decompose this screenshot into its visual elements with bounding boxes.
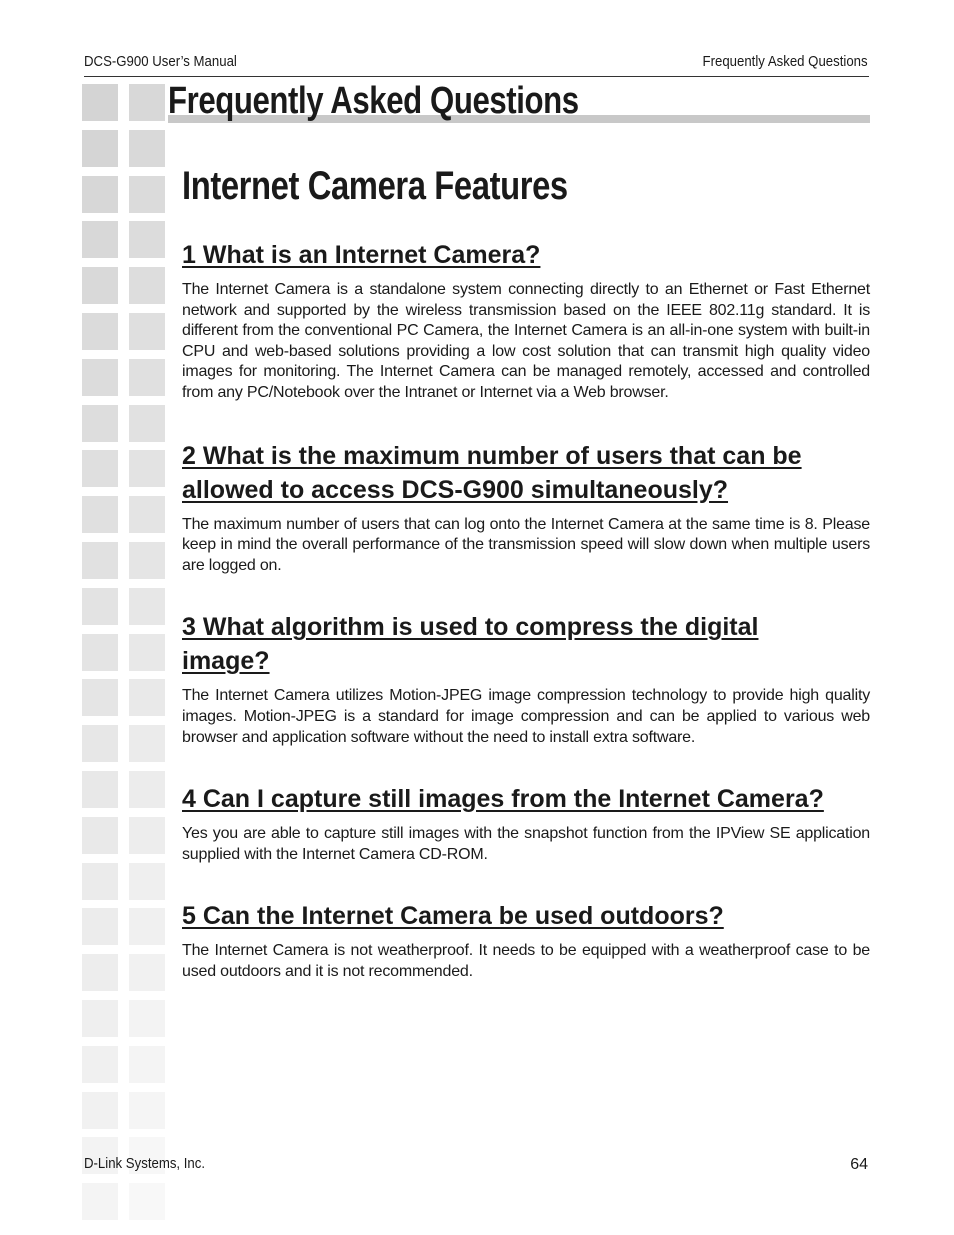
decorative-tile xyxy=(129,313,165,350)
faq-question: 5 Can the Internet Camera be used outdoors? xyxy=(182,902,724,931)
decorative-tile xyxy=(129,679,165,716)
decorative-tile xyxy=(129,542,165,579)
decorative-tile xyxy=(82,588,118,625)
faq-answer: The maximum number of users that can log onto the Internet Camera at the same time is 8. Please keep in mind the overall performance of the transmission speed will slow down when multiple users are logged on. xyxy=(182,515,870,574)
decorative-tile xyxy=(82,908,118,945)
faq-answer: Yes you are able to capture still images with the snapshot function from the IPView SE application supplied with the Internet Camera CD-ROM. xyxy=(182,825,870,863)
decorative-tile xyxy=(129,908,165,945)
manual-title: DCS-G900 User’s Manual xyxy=(84,53,237,70)
decorative-tile xyxy=(82,130,118,167)
decorative-tile xyxy=(82,725,118,762)
faq-question: 4 Can I capture still images from the Internet Camera? xyxy=(182,785,824,814)
decorative-tile xyxy=(82,450,118,487)
decorative-tile xyxy=(129,450,165,487)
decorative-tile xyxy=(129,588,165,625)
company-name: D-Link Systems, Inc. xyxy=(84,1155,206,1172)
decorative-tile xyxy=(82,84,118,121)
decorative-tile xyxy=(129,634,165,671)
decorative-tile xyxy=(82,771,118,808)
decorative-tile-column xyxy=(82,84,168,1229)
faq-item xyxy=(182,899,870,982)
faq-list xyxy=(182,236,870,983)
decorative-tile xyxy=(82,863,118,900)
decorative-tile xyxy=(129,1092,165,1129)
decorative-tile xyxy=(82,496,118,533)
decorative-tile xyxy=(129,496,165,533)
decorative-tile xyxy=(82,817,118,854)
decorative-tile xyxy=(129,1000,165,1037)
decorative-tile xyxy=(82,954,118,991)
page-title: Frequently Asked Questions xyxy=(168,80,579,122)
decorative-tile xyxy=(129,84,165,121)
faq-question: 2 What is the maximum number of users that can be allowed to access DCS-G900 simultaneously? xyxy=(182,441,802,504)
faq-answer: The Internet Camera is a standalone system connecting directly to an Ethernet or Fast Ethernet network and supported by the wireless transmission based on the IEEE 802.11g standard. It is different from the conventional PC Camera, the Internet Camera is an all-in-one system with built-in CPU and web-based solutions providing a low cost solution that can transmit high quality video images for monitoring. The Internet Camera can be managed remotely, accessed and controlled from any PC/Notebook over the Intranet or Internet via a Web browser. xyxy=(182,281,870,401)
decorative-tile xyxy=(129,221,165,258)
decorative-tile xyxy=(129,725,165,762)
decorative-tile xyxy=(129,817,165,854)
decorative-tile xyxy=(82,542,118,579)
decorative-tile xyxy=(82,634,118,671)
faq-answer: The Internet Camera is not weatherproof. It needs to be equipped with a weatherproof case to be used outdoors and it is not recommended. xyxy=(182,942,870,980)
page-number: 64 xyxy=(850,1156,868,1173)
decorative-tile xyxy=(82,267,118,304)
faq-question: 3 What algorithm is used to compress the digital image? xyxy=(182,613,759,676)
decorative-tile xyxy=(82,1046,118,1083)
decorative-tile xyxy=(82,1000,118,1037)
decorative-tile xyxy=(129,267,165,304)
decorative-tile xyxy=(82,313,118,350)
faq-item xyxy=(182,238,870,404)
decorative-tile xyxy=(129,954,165,991)
decorative-tile xyxy=(129,359,165,396)
decorative-tile xyxy=(129,863,165,900)
header-divider xyxy=(84,76,869,77)
faq-answer: The Internet Camera utilizes Motion-JPEG image compression technology to provide high quality images. Motion-JPEG is a standard for image compression and can be applied to various web browser and application software without the need to install extra software. xyxy=(182,687,870,746)
faq-item xyxy=(182,610,870,748)
decorative-tile xyxy=(82,221,118,258)
decorative-tile xyxy=(82,679,118,716)
faq-item xyxy=(182,782,870,865)
decorative-tile xyxy=(82,405,118,442)
section-title: Internet Camera Features xyxy=(182,164,568,208)
decorative-tile xyxy=(82,359,118,396)
decorative-tile xyxy=(82,176,118,213)
faq-question: 1 What is an Internet Camera? xyxy=(182,241,541,269)
decorative-tile xyxy=(129,1046,165,1083)
decorative-tile xyxy=(129,1183,165,1220)
decorative-tile xyxy=(129,771,165,808)
decorative-tile xyxy=(129,176,165,213)
faq-item xyxy=(182,439,870,577)
chapter-title: Frequently Asked Questions xyxy=(702,53,868,70)
decorative-tile xyxy=(129,130,165,167)
decorative-tile xyxy=(82,1092,118,1129)
decorative-tile xyxy=(129,405,165,442)
decorative-tile xyxy=(82,1183,118,1220)
